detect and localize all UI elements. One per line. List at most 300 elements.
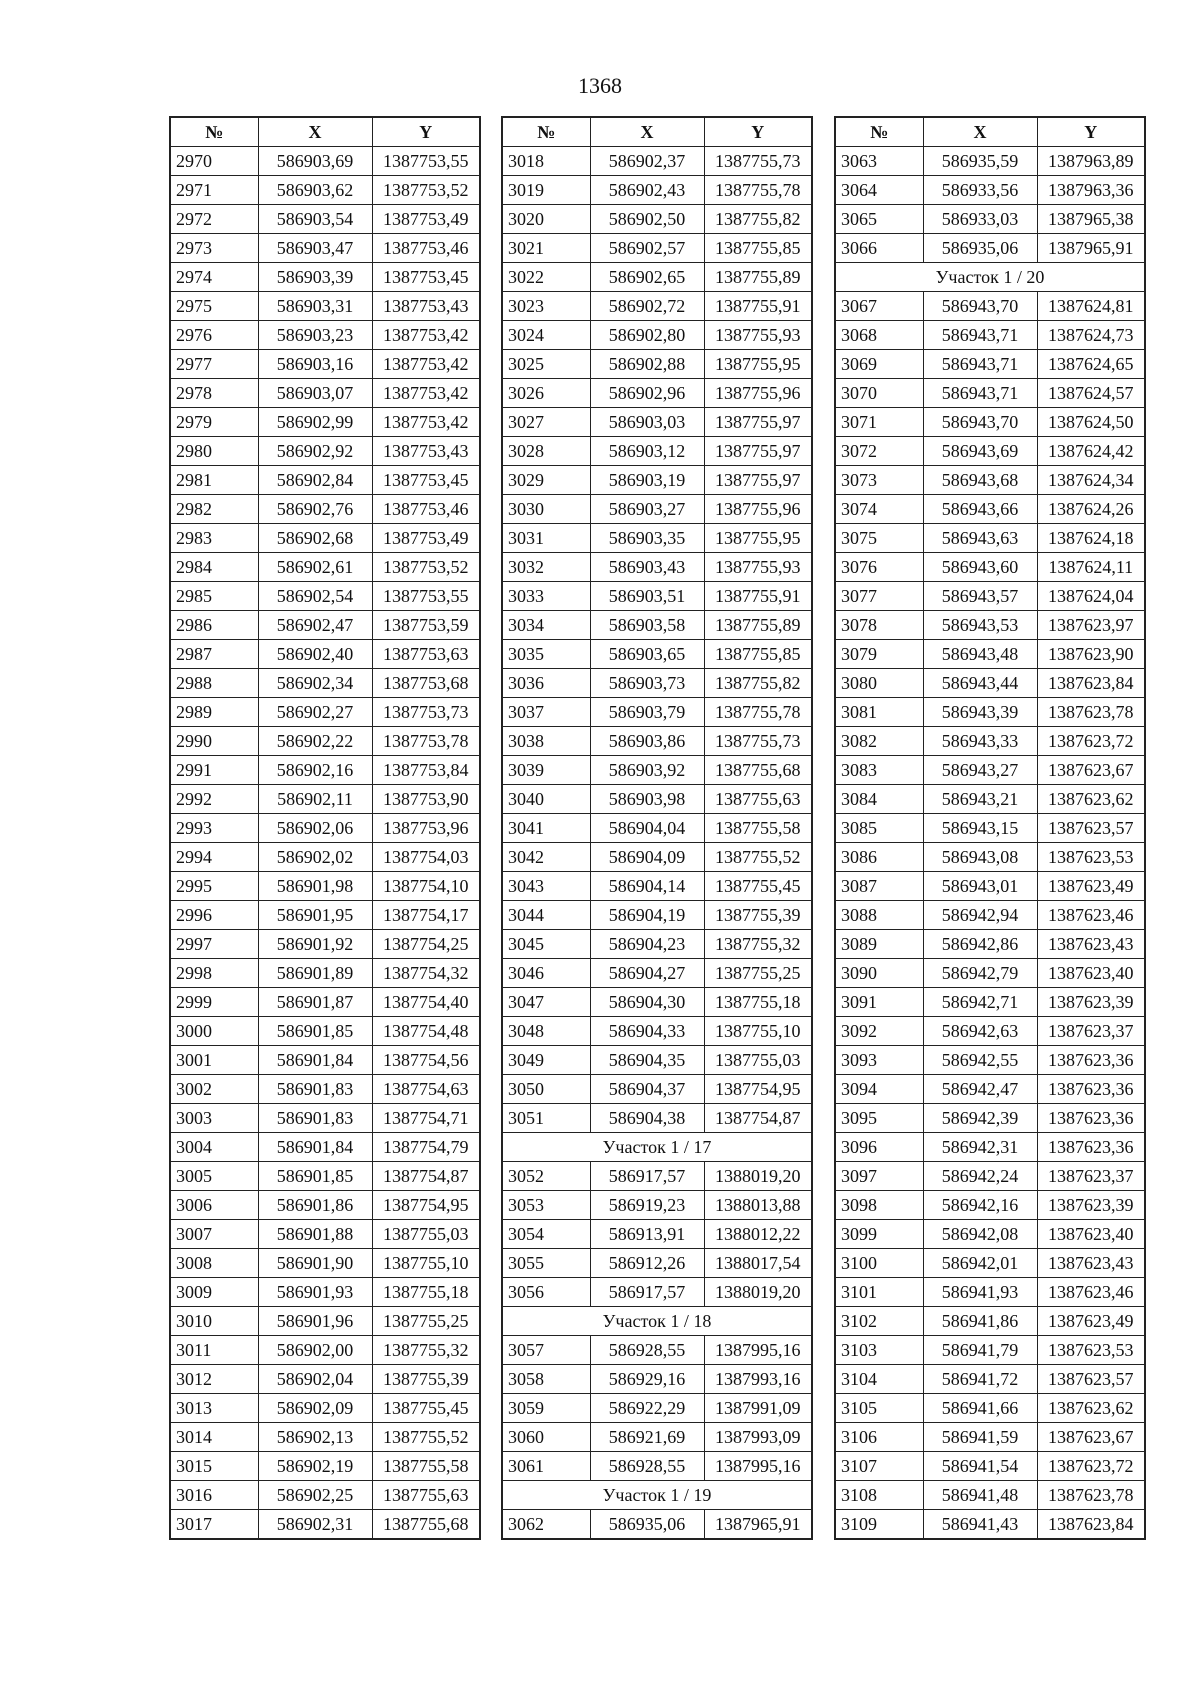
point-number-cell: 2979 (170, 408, 258, 437)
table-row (835, 1452, 1145, 1481)
y-coordinate-cell: 1387754,71 (372, 1104, 480, 1133)
x-coordinate-cell: 586943,71 (923, 321, 1037, 350)
table-row (835, 1481, 1145, 1510)
point-number-cell: 3039 (502, 756, 590, 785)
y-coordinate-cell: 1387753,49 (372, 205, 480, 234)
point-number-cell: 3006 (170, 1191, 258, 1220)
table-row (835, 582, 1145, 611)
y-coordinate-cell: 1388019,20 (704, 1162, 812, 1191)
x-coordinate-cell: 586902,34 (258, 669, 372, 698)
table-row (502, 466, 812, 495)
point-number-cell: 3084 (835, 785, 923, 814)
x-coordinate-cell: 586903,79 (590, 698, 704, 727)
table-row (835, 553, 1145, 582)
point-number-cell: 2999 (170, 988, 258, 1017)
point-number-cell: 2984 (170, 553, 258, 582)
table-row (835, 379, 1145, 408)
table-row (835, 466, 1145, 495)
y-coordinate-cell: 1387755,10 (372, 1249, 480, 1278)
point-number-cell: 3018 (502, 147, 590, 176)
y-coordinate-cell: 1387755,85 (704, 234, 812, 263)
x-coordinate-cell: 586902,04 (258, 1365, 372, 1394)
section-row (502, 1481, 812, 1510)
y-coordinate-cell: 1387753,78 (372, 727, 480, 756)
point-number-cell: 2981 (170, 466, 258, 495)
table-row (170, 727, 480, 756)
table-row (835, 1394, 1145, 1423)
y-coordinate-cell: 1387755,45 (372, 1394, 480, 1423)
table-row (170, 930, 480, 959)
point-number-cell: 3073 (835, 466, 923, 495)
table-row (835, 408, 1145, 437)
table-row (502, 553, 812, 582)
point-number-cell: 2991 (170, 756, 258, 785)
point-number-cell: 3096 (835, 1133, 923, 1162)
table-row (502, 756, 812, 785)
x-coordinate-cell: 586902,54 (258, 582, 372, 611)
point-number-cell: 3087 (835, 872, 923, 901)
y-coordinate-cell: 1387623,40 (1037, 959, 1145, 988)
y-coordinate-cell: 1387753,52 (372, 176, 480, 205)
table-row (502, 901, 812, 930)
x-coordinate-cell: 586943,69 (923, 437, 1037, 466)
y-coordinate-cell: 1387753,96 (372, 814, 480, 843)
header-x: X (258, 117, 372, 147)
x-coordinate-cell: 586903,35 (590, 524, 704, 553)
x-coordinate-cell: 586902,25 (258, 1481, 372, 1510)
point-number-cell: 2977 (170, 350, 258, 379)
x-coordinate-cell: 586902,40 (258, 640, 372, 669)
point-number-cell: 3023 (502, 292, 590, 321)
table-row (502, 437, 812, 466)
x-coordinate-cell: 586904,35 (590, 1046, 704, 1075)
table-row (502, 611, 812, 640)
x-coordinate-cell: 586901,96 (258, 1307, 372, 1336)
x-coordinate-cell: 586903,03 (590, 408, 704, 437)
y-coordinate-cell: 1387755,91 (704, 292, 812, 321)
table-row (835, 437, 1145, 466)
table-row (170, 1365, 480, 1394)
y-coordinate-cell: 1387753,45 (372, 466, 480, 495)
y-coordinate-cell: 1387623,62 (1037, 1394, 1145, 1423)
point-number-cell: 3043 (502, 872, 590, 901)
point-number-cell: 2992 (170, 785, 258, 814)
x-coordinate-cell: 586903,43 (590, 553, 704, 582)
section-row (502, 1307, 812, 1336)
point-number-cell: 3001 (170, 1046, 258, 1075)
header-y: Y (704, 117, 812, 147)
table-row (835, 814, 1145, 843)
point-number-cell: 3057 (502, 1336, 590, 1365)
y-coordinate-cell: 1387755,95 (704, 350, 812, 379)
table-row (502, 640, 812, 669)
y-coordinate-cell: 1387755,18 (704, 988, 812, 1017)
point-number-cell: 2970 (170, 147, 258, 176)
y-coordinate-cell: 1387623,97 (1037, 611, 1145, 640)
table-row (835, 1307, 1145, 1336)
table-row (170, 1307, 480, 1336)
point-number-cell: 2974 (170, 263, 258, 292)
table-row (835, 640, 1145, 669)
table-row (835, 785, 1145, 814)
x-coordinate-cell: 586942,71 (923, 988, 1037, 1017)
x-coordinate-cell: 586902,22 (258, 727, 372, 756)
table-row (502, 176, 812, 205)
point-number-cell: 3067 (835, 292, 923, 321)
table-row (502, 147, 812, 176)
x-coordinate-cell: 586902,00 (258, 1336, 372, 1365)
table-row (170, 1336, 480, 1365)
table-row (170, 1394, 480, 1423)
y-coordinate-cell: 1387755,89 (704, 611, 812, 640)
table-row (502, 379, 812, 408)
point-number-cell: 2998 (170, 959, 258, 988)
y-coordinate-cell: 1387624,11 (1037, 553, 1145, 582)
x-coordinate-cell: 586943,66 (923, 495, 1037, 524)
x-coordinate-cell: 586902,68 (258, 524, 372, 553)
y-coordinate-cell: 1387755,97 (704, 466, 812, 495)
table-row (502, 1510, 812, 1540)
x-coordinate-cell: 586942,79 (923, 959, 1037, 988)
y-coordinate-cell: 1387623,43 (1037, 930, 1145, 959)
section-title: Участок 1 / 18 (502, 1307, 812, 1336)
point-number-cell: 3041 (502, 814, 590, 843)
point-number-cell: 3002 (170, 1075, 258, 1104)
point-number-cell: 3015 (170, 1452, 258, 1481)
x-coordinate-cell: 586942,39 (923, 1104, 1037, 1133)
y-coordinate-cell: 1387623,53 (1037, 1336, 1145, 1365)
point-number-cell: 2990 (170, 727, 258, 756)
y-coordinate-cell: 1387623,72 (1037, 727, 1145, 756)
y-coordinate-cell: 1387754,95 (704, 1075, 812, 1104)
table-row (502, 1452, 812, 1481)
y-coordinate-cell: 1387965,38 (1037, 205, 1145, 234)
y-coordinate-cell: 1387755,39 (704, 901, 812, 930)
x-coordinate-cell: 586904,23 (590, 930, 704, 959)
x-coordinate-cell: 586942,86 (923, 930, 1037, 959)
y-coordinate-cell: 1387755,58 (704, 814, 812, 843)
point-number-cell: 3072 (835, 437, 923, 466)
x-coordinate-cell: 586903,58 (590, 611, 704, 640)
point-number-cell: 3047 (502, 988, 590, 1017)
x-coordinate-cell: 586943,15 (923, 814, 1037, 843)
point-number-cell: 3078 (835, 611, 923, 640)
table-row (835, 930, 1145, 959)
table-row (170, 1278, 480, 1307)
x-coordinate-cell: 586902,16 (258, 756, 372, 785)
x-coordinate-cell: 586942,24 (923, 1162, 1037, 1191)
point-number-cell: 3033 (502, 582, 590, 611)
point-number-cell: 2994 (170, 843, 258, 872)
point-number-cell: 3090 (835, 959, 923, 988)
point-number-cell: 3082 (835, 727, 923, 756)
table-row (835, 1220, 1145, 1249)
y-coordinate-cell: 1387624,04 (1037, 582, 1145, 611)
table-row (170, 814, 480, 843)
table-row (502, 1249, 812, 1278)
point-number-cell: 3026 (502, 379, 590, 408)
point-number-cell: 2997 (170, 930, 258, 959)
y-coordinate-cell: 1387623,36 (1037, 1104, 1145, 1133)
table-row (502, 930, 812, 959)
x-coordinate-cell: 586901,84 (258, 1046, 372, 1075)
table-row (835, 234, 1145, 263)
x-coordinate-cell: 586943,70 (923, 408, 1037, 437)
point-number-cell: 2982 (170, 495, 258, 524)
table-row (502, 1220, 812, 1249)
table-row (835, 205, 1145, 234)
point-number-cell: 2973 (170, 234, 258, 263)
y-coordinate-cell: 1387755,97 (704, 437, 812, 466)
point-number-cell: 2996 (170, 901, 258, 930)
table-row (835, 756, 1145, 785)
table-row (835, 1133, 1145, 1162)
table-row (170, 959, 480, 988)
point-number-cell: 3091 (835, 988, 923, 1017)
table-row (170, 524, 480, 553)
x-coordinate-cell: 586901,89 (258, 959, 372, 988)
point-number-cell: 3083 (835, 756, 923, 785)
y-coordinate-cell: 1387753,84 (372, 756, 480, 785)
table-row (502, 495, 812, 524)
table-row (502, 727, 812, 756)
y-coordinate-cell: 1387755,97 (704, 408, 812, 437)
point-number-cell: 3062 (502, 1510, 590, 1540)
point-number-cell: 3085 (835, 814, 923, 843)
y-coordinate-cell: 1387753,55 (372, 147, 480, 176)
x-coordinate-cell: 586941,86 (923, 1307, 1037, 1336)
section-row (502, 1133, 812, 1162)
table-row (170, 1191, 480, 1220)
point-number-cell: 3049 (502, 1046, 590, 1075)
x-coordinate-cell: 586901,93 (258, 1278, 372, 1307)
x-coordinate-cell: 586942,31 (923, 1133, 1037, 1162)
point-number-cell: 3003 (170, 1104, 258, 1133)
table-row (170, 437, 480, 466)
y-coordinate-cell: 1387624,18 (1037, 524, 1145, 553)
y-coordinate-cell: 1387623,67 (1037, 756, 1145, 785)
point-number-cell: 3074 (835, 495, 923, 524)
y-coordinate-cell: 1387755,32 (704, 930, 812, 959)
y-coordinate-cell: 1387755,03 (372, 1220, 480, 1249)
table-row (170, 1075, 480, 1104)
table-row (502, 263, 812, 292)
point-number-cell: 3036 (502, 669, 590, 698)
y-coordinate-cell: 1387624,34 (1037, 466, 1145, 495)
table-row (502, 292, 812, 321)
point-number-cell: 3051 (502, 1104, 590, 1133)
y-coordinate-cell: 1387624,57 (1037, 379, 1145, 408)
y-coordinate-cell: 1387755,91 (704, 582, 812, 611)
y-coordinate-cell: 1387623,36 (1037, 1075, 1145, 1104)
table-row (835, 1075, 1145, 1104)
header-number: № (170, 117, 258, 147)
y-coordinate-cell: 1387995,16 (704, 1336, 812, 1365)
table-row (170, 698, 480, 727)
x-coordinate-cell: 586941,54 (923, 1452, 1037, 1481)
point-number-cell: 3069 (835, 350, 923, 379)
point-number-cell: 3008 (170, 1249, 258, 1278)
point-number-cell: 3063 (835, 147, 923, 176)
y-coordinate-cell: 1388017,54 (704, 1249, 812, 1278)
y-coordinate-cell: 1387754,48 (372, 1017, 480, 1046)
table-row (502, 669, 812, 698)
point-number-cell: 3052 (502, 1162, 590, 1191)
x-coordinate-cell: 586943,44 (923, 669, 1037, 698)
table-row (835, 176, 1145, 205)
y-coordinate-cell: 1387755,58 (372, 1452, 480, 1481)
x-coordinate-cell: 586904,04 (590, 814, 704, 843)
point-number-cell: 3035 (502, 640, 590, 669)
y-coordinate-cell: 1387993,09 (704, 1423, 812, 1452)
x-coordinate-cell: 586901,98 (258, 872, 372, 901)
y-coordinate-cell: 1387623,37 (1037, 1017, 1145, 1046)
x-coordinate-cell: 586941,59 (923, 1423, 1037, 1452)
point-number-cell: 2972 (170, 205, 258, 234)
x-coordinate-cell: 586941,66 (923, 1394, 1037, 1423)
table-row (835, 524, 1145, 553)
y-coordinate-cell: 1387624,81 (1037, 292, 1145, 321)
x-coordinate-cell: 586903,16 (258, 350, 372, 379)
y-coordinate-cell: 1387755,89 (704, 263, 812, 292)
y-coordinate-cell: 1387755,82 (704, 205, 812, 234)
y-coordinate-cell: 1387753,73 (372, 698, 480, 727)
x-coordinate-cell: 586902,31 (258, 1510, 372, 1540)
point-number-cell: 3029 (502, 466, 590, 495)
point-number-cell: 3109 (835, 1510, 923, 1540)
point-number-cell: 3068 (835, 321, 923, 350)
y-coordinate-cell: 1387755,63 (372, 1481, 480, 1510)
table-row (170, 350, 480, 379)
point-number-cell: 3010 (170, 1307, 258, 1336)
point-number-cell: 3042 (502, 843, 590, 872)
point-number-cell: 3101 (835, 1278, 923, 1307)
y-coordinate-cell: 1387755,18 (372, 1278, 480, 1307)
y-coordinate-cell: 1387624,26 (1037, 495, 1145, 524)
point-number-cell: 2983 (170, 524, 258, 553)
y-coordinate-cell: 1387623,39 (1037, 988, 1145, 1017)
table-row (170, 205, 480, 234)
y-coordinate-cell: 1387753,46 (372, 234, 480, 263)
point-number-cell: 2978 (170, 379, 258, 408)
point-number-cell: 3019 (502, 176, 590, 205)
y-coordinate-cell: 1387754,95 (372, 1191, 480, 1220)
point-number-cell: 3086 (835, 843, 923, 872)
point-number-cell: 3071 (835, 408, 923, 437)
y-coordinate-cell: 1387755,25 (704, 959, 812, 988)
y-coordinate-cell: 1387755,32 (372, 1336, 480, 1365)
y-coordinate-cell: 1387753,43 (372, 437, 480, 466)
x-coordinate-cell: 586912,26 (590, 1249, 704, 1278)
x-coordinate-cell: 586933,03 (923, 205, 1037, 234)
x-coordinate-cell: 586902,61 (258, 553, 372, 582)
y-coordinate-cell: 1387623,37 (1037, 1162, 1145, 1191)
x-coordinate-cell: 586903,65 (590, 640, 704, 669)
x-coordinate-cell: 586903,39 (258, 263, 372, 292)
y-coordinate-cell: 1387623,57 (1037, 814, 1145, 843)
x-coordinate-cell: 586943,33 (923, 727, 1037, 756)
y-coordinate-cell: 1387965,91 (1037, 234, 1145, 263)
x-coordinate-cell: 586943,27 (923, 756, 1037, 785)
y-coordinate-cell: 1387755,85 (704, 640, 812, 669)
y-coordinate-cell: 1387623,36 (1037, 1046, 1145, 1075)
point-number-cell: 3059 (502, 1394, 590, 1423)
table-row (502, 1336, 812, 1365)
point-number-cell: 3030 (502, 495, 590, 524)
x-coordinate-cell: 586902,43 (590, 176, 704, 205)
x-coordinate-cell: 586902,19 (258, 1452, 372, 1481)
y-coordinate-cell: 1387623,46 (1037, 1278, 1145, 1307)
table-row (170, 1220, 480, 1249)
table-row (502, 321, 812, 350)
x-coordinate-cell: 586941,72 (923, 1365, 1037, 1394)
y-coordinate-cell: 1388013,88 (704, 1191, 812, 1220)
x-coordinate-cell: 586901,85 (258, 1162, 372, 1191)
point-number-cell: 2989 (170, 698, 258, 727)
x-coordinate-cell: 586943,21 (923, 785, 1037, 814)
table-row (170, 1510, 480, 1540)
x-coordinate-cell: 586902,65 (590, 263, 704, 292)
point-number-cell: 3053 (502, 1191, 590, 1220)
y-coordinate-cell: 1387753,45 (372, 263, 480, 292)
y-coordinate-cell: 1387755,96 (704, 379, 812, 408)
point-number-cell: 3065 (835, 205, 923, 234)
point-number-cell: 2993 (170, 814, 258, 843)
x-coordinate-cell: 586917,57 (590, 1162, 704, 1191)
x-coordinate-cell: 586922,29 (590, 1394, 704, 1423)
x-coordinate-cell: 586903,23 (258, 321, 372, 350)
table-row (835, 872, 1145, 901)
y-coordinate-cell: 1387753,42 (372, 350, 480, 379)
y-coordinate-cell: 1387755,39 (372, 1365, 480, 1394)
x-coordinate-cell: 586904,09 (590, 843, 704, 872)
point-number-cell: 3070 (835, 379, 923, 408)
y-coordinate-cell: 1387755,73 (704, 147, 812, 176)
y-coordinate-cell: 1387963,89 (1037, 147, 1145, 176)
point-number-cell: 3079 (835, 640, 923, 669)
x-coordinate-cell: 586928,55 (590, 1336, 704, 1365)
table-row (170, 1249, 480, 1278)
point-number-cell: 2985 (170, 582, 258, 611)
section-title: Участок 1 / 19 (502, 1481, 812, 1510)
table-header-row (502, 117, 812, 147)
table-header-row (835, 117, 1145, 147)
point-number-cell: 3100 (835, 1249, 923, 1278)
x-coordinate-cell: 586903,54 (258, 205, 372, 234)
x-coordinate-cell: 586943,48 (923, 640, 1037, 669)
y-coordinate-cell: 1387753,55 (372, 582, 480, 611)
point-number-cell: 3058 (502, 1365, 590, 1394)
y-coordinate-cell: 1387623,67 (1037, 1423, 1145, 1452)
point-number-cell: 3027 (502, 408, 590, 437)
y-coordinate-cell: 1387755,63 (704, 785, 812, 814)
table-row (502, 988, 812, 1017)
x-coordinate-cell: 586904,33 (590, 1017, 704, 1046)
x-coordinate-cell: 586902,72 (590, 292, 704, 321)
table-row (835, 350, 1145, 379)
table-row (835, 1510, 1145, 1540)
point-number-cell: 3088 (835, 901, 923, 930)
x-coordinate-cell: 586903,86 (590, 727, 704, 756)
y-coordinate-cell: 1388012,22 (704, 1220, 812, 1249)
table-row (170, 408, 480, 437)
table-row (502, 350, 812, 379)
point-number-cell: 3097 (835, 1162, 923, 1191)
x-coordinate-cell: 586943,08 (923, 843, 1037, 872)
x-coordinate-cell: 586919,23 (590, 1191, 704, 1220)
table-row (502, 1017, 812, 1046)
y-coordinate-cell: 1387755,68 (704, 756, 812, 785)
